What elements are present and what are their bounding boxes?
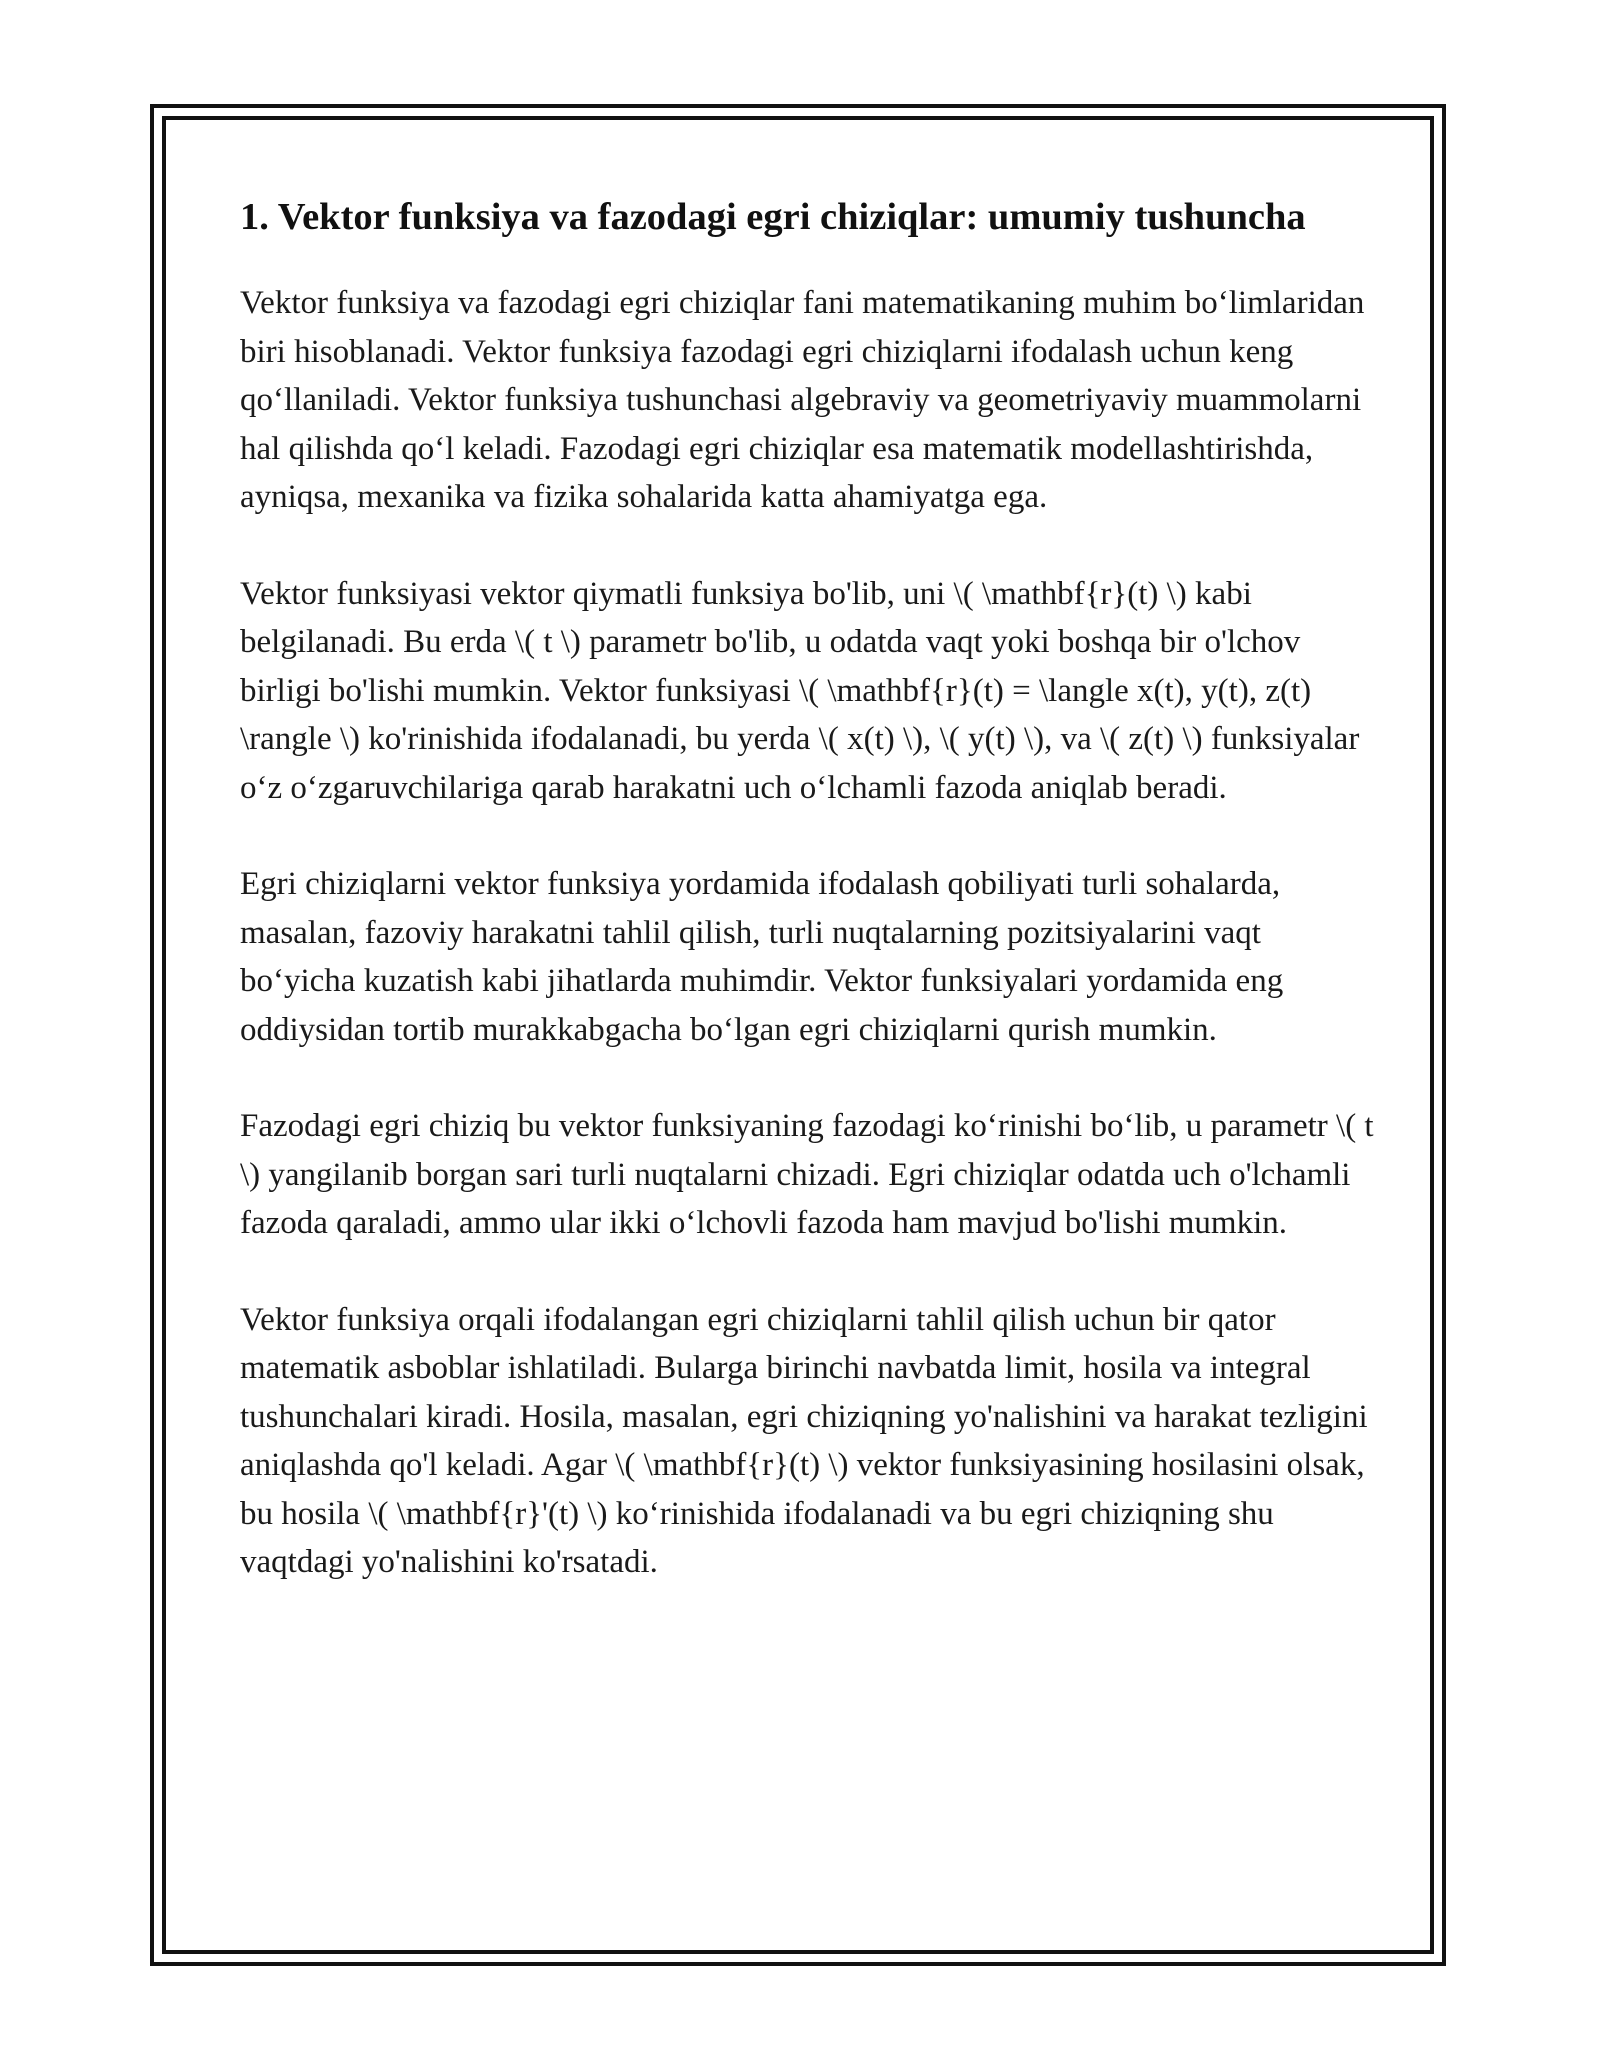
paragraph-4: Fazodagi egri chiziq bu vektor funksiyaning fazodagi ko‘rinishi bo‘lib, u parametr \( t \) yangilanib borgan sari turli nuqtalarni chizadi. Egri chiziqlar odatda uch o'lchamli fazoda qaraladi, ammo ular ikki o‘lchovli fazoda ham mavjud bo'lishi mumkin. xyxy=(240,1108,1374,1241)
paragraph-2: Vektor funksiyasi vektor qiymatli funksiya bo'lib, uni \( \mathbf{r}(t) \) kabi belgilanadi. Bu erda \( t \) parametr bo'lib, u odatda vaqt yoki boshqa bir o'lchov birligi bo'lishi mumkin. Vektor funksiyasi \( \mathbf{r}(t) = \langle x(t), y(t), z(t) \rangle \) ko'rinishida ifodalanadi, bu yerda \( x(t) \), \( y(t) \), va \( z(t) \) funksiyalar o‘z o‘zgaruvchilariga qarab harakatni uch o‘lchamli fazoda aniqlab beradi. xyxy=(240,575,1360,806)
page-border-outer xyxy=(150,104,1446,1966)
paragraph-5: Vektor funksiya orqali ifodalangan egri chiziqlarni tahlil qilish uchun bir qator matematik asboblar ishlatiladi. Bularga birinchi navbatda limit, hosila va integral tushunchalari kiradi. Hosila, masalan, egri chiziqning yo'nalishini va harakat tezligini aniqlashda qo'l keladi. Agar \( \mathbf{r}(t) \) vektor funksiyasining hosilasini olsak, bu hosila \( \mathbf{r}'(t) \) ko‘rinishida ifodalanadi va bu egri chiziqning shu vaqtdagi yo'nalishini ko'rsatadi. xyxy=(240,1301,1368,1580)
paragraph-1: Vektor funksiya va fazodagi egri chiziqlar fani matematikaning muhim bo‘limlaridan biri hisoblanadi. Vektor funksiya fazodagi egri chiziqlarni ifodalash uchun keng qo‘llaniladi. Vektor funksiya tushunchasi algebraviy va geometriyaviy muammolarni hal qilishda qo‘l keladi. Fazodagi egri chiziqlar esa matematik modellashtirishda, ayniqsa, mexanika va fizika sohalarida katta ahamiyatga ega. xyxy=(240,285,1365,515)
page-content xyxy=(240,190,1380,1635)
section-title: 1. Vektor funksiya va fazodagi egri chiziqlar: umumiy tushuncha xyxy=(240,196,1306,238)
paragraph-3: Egri chiziqlarni vektor funksiya yordamida ifodalash qobiliyati turli sohalarda, masalan, fazoviy harakatni tahlil qilish, turli nuqtalarning pozitsiyalarini vaqt bo‘yicha kuzatish kabi jihatlarda muhimdir. Vektor funksiyalari yordamida eng oddiysidan tortib murakkabgacha bo‘lgan egri chiziqlarni qurish mumkin. xyxy=(240,866,1284,1048)
